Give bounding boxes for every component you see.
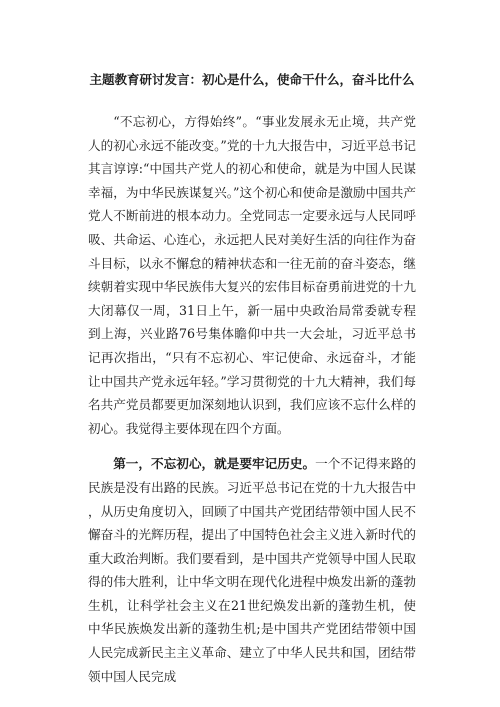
paragraph-first-point-text: 一个不记得来路的民族是没有出路的民族。习近平总书记在党的十九大报告中，从历史角度切入，回顾了中国共产党团结带领中国人民不懈奋斗的光辉历程，提出了中国特色社会主义进入新时代的重大政治判断。我们要看到，是中国共产党领导中国人民取得的伟大胜利，让中华文明在现代化进程中焕发出新的蓬勃生机，让科学社会主义在21世纪焕发出新的蓬勃生机，使中华民族焕发出新的蓬勃生机;是中国共产党团结带领中国人民完成新民主主义革命、建立了中华人民共和国，团结带领中国人民完成 [88,456,417,684]
paragraph-intro [88,110,416,440]
paragraph-intro-text: “不忘初心，方得始终”。“事业发展永无止境，共产党人的初心永远不能改变。”党的十九大报告中，习近平总书记其言谆谆:“中国共产党人的初心和使命，就是为中国人民谋幸福，为中华民族谋复兴。”这个初心和使命是激励中国共产党人不断前进的根本动力。全党同志一定要永远与人民同呼吸、共命运、心连心，永远把人民对美好生活的向往作为奋斗目标，以永不懈怠的精神状态和一往无前的奋斗姿态，继续朝着实现中华民族伟大复兴的宏伟目标奋勇前进党的十九大闭幕仅一周，31日上午，新一届中央政治局常委就专程到上海，兴业路76号集体瞻仰中共一大会址，习近平总书记再次指出，“只有不忘初心、牢记使命、永远奋斗，才能让中国共产党永远年轻。”学习贯彻党的十九大精神，我们每名共产党员都要更加深刻地认识到，我们应该不忘什么样的初心。我觉得主要体现在四个方面。 [88,114,416,436]
paragraph-first-point [88,452,416,688]
document-title: 主题教育研讨发言：初心是什么，使命干什么，奋斗比什么 [89,72,415,87]
document-page [88,70,416,688]
paragraph-first-point-lead: 第一，不忘初心，就是要牢记历史。 [113,456,316,472]
